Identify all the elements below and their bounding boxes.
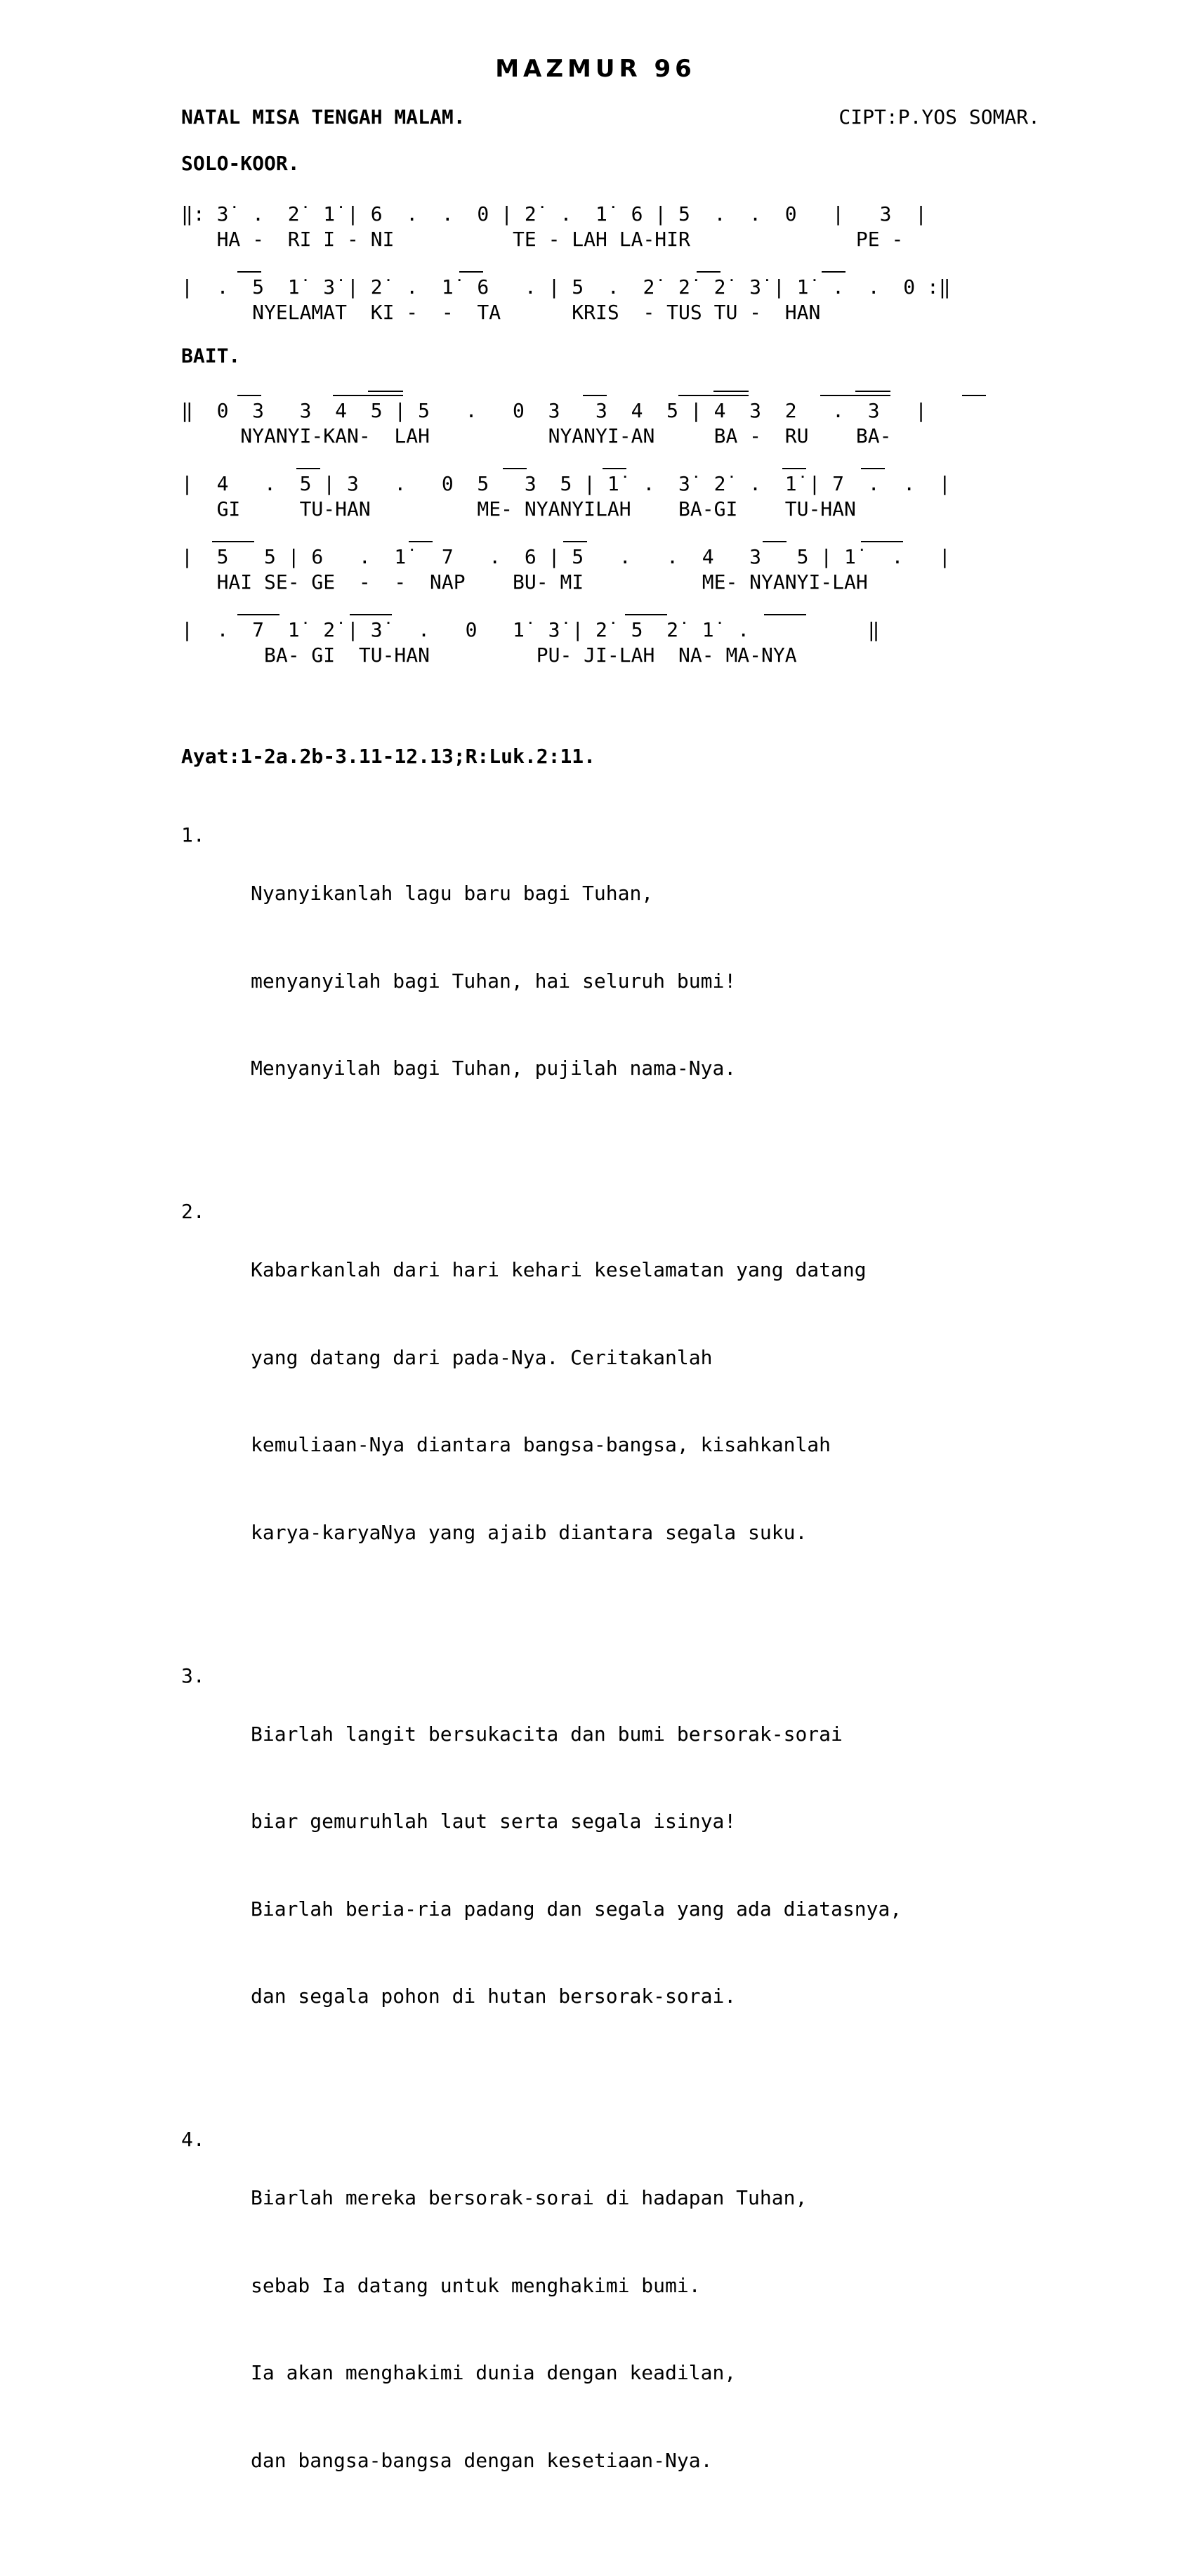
- beam: [764, 614, 806, 615]
- verse-line: Nyanyikanlah lagu baru bagi Tuhan,: [251, 882, 654, 905]
- notation: | 5 5 | 6 . 1̇ 7 . 6 | 5 . . 4 3 5 | 1̇ . |: [181, 545, 951, 568]
- beam: [625, 614, 667, 615]
- notation: ‖ 0 3 3 4 5 | 5 . 0 3 3 4 5 | 4 3 2 . 3 |: [181, 399, 928, 422]
- verse-line: dan segala pohon di hutan bersorak-sorai.: [251, 1985, 737, 2008]
- verse-number: 2.: [181, 1200, 205, 1223]
- verse-line: biar gemuruhlah laut serta segala isinya!: [251, 1810, 737, 1833]
- verse-line: sebab Ia datang untuk menghakimi bumi.: [251, 2273, 701, 2297]
- lyrics: BA- GI TU-HAN PU- JI-LAH NA- MA-NYA: [181, 643, 797, 667]
- beam: [212, 541, 254, 542]
- beam: [820, 395, 890, 396]
- beam: [713, 391, 749, 392]
- notation: | . 7 1̇ 2̇ | 3̇ . 0 1̇ 3̇ | 2̇ 5 2̇ 1̇ . ‖: [181, 618, 880, 641]
- subtitle: NATAL MISA TENGAH MALAM.: [181, 105, 466, 129]
- verse-line: Menyanyilah bagi Tuhan, pujilah nama-Nya.: [251, 1057, 737, 1080]
- lyrics: NYANYI-KAN- LAH NYANYI-AN BA - RU BA-: [181, 424, 892, 447]
- beam: [333, 395, 403, 396]
- score-line: [181, 472, 1066, 521]
- verse-line: karya-karyaNya yang ajaib diantara segala suku.: [251, 1520, 808, 1544]
- beam: [237, 614, 279, 615]
- beam: [368, 391, 403, 392]
- beam: [409, 541, 433, 542]
- beam: [237, 395, 261, 396]
- page-title: MAZMUR 96: [495, 55, 696, 83]
- beam: [861, 541, 903, 542]
- verse-line: Biarlah langit bersukacita dan bumi bersorak-sorai: [251, 1722, 843, 1746]
- beam: [763, 541, 787, 542]
- beam: [962, 395, 986, 396]
- notation: ‖: 3̇ . 2̇ 1̇ | 6 . . 0 | 2̇ . 1̇ 6 | 5 . . 0 | 3 |: [181, 202, 928, 225]
- verse-line: Ia akan menghakimi dunia dengan keadilan,: [251, 2361, 737, 2384]
- verse-number: 1.: [181, 823, 205, 846]
- beam: [855, 391, 890, 392]
- composer-credit: CIPT:P.YOS SOMAR.: [838, 105, 1040, 129]
- score-line: [181, 275, 1066, 325]
- verse-item: [181, 2125, 1059, 2533]
- verse-line: kemuliaan-Nya diantara bangsa-bangsa, kisahkanlah: [251, 1433, 831, 1456]
- verse-item: [181, 820, 1059, 1142]
- lyrics: NYELAMAT KI - - TA KRIS - TUS TU - HAN: [181, 301, 821, 324]
- beam: [459, 271, 483, 273]
- verse-item: [181, 1197, 1059, 1605]
- verse-line: menyanyilah bagi Tuhan, hai seluruh bumi!: [251, 969, 737, 993]
- score-line: [181, 202, 1066, 251]
- lyrics: GI TU-HAN ME- NYANYILAH BA-GI TU-HAN: [181, 497, 856, 521]
- beam: [822, 271, 845, 273]
- beam: [782, 468, 806, 469]
- section-verse-heading: BAIT.: [181, 344, 241, 367]
- notation: | 4 . 5 | 3 . 0 5 3 5 | 1̇ . 3̇ 2̇ . 1̇ | 7 . . |: [181, 472, 951, 495]
- beam: [697, 271, 720, 273]
- notation: | . 5 1̇ 3̇ | 2̇ . 1̇ 6 . | 5 . 2̇ 2̇ 2̇ 3̇ | 1̇ . . 0 :‖: [181, 275, 951, 299]
- beam: [861, 468, 885, 469]
- beam: [503, 468, 527, 469]
- beam: [603, 468, 626, 469]
- verse-line: Kabarkanlah dari hari kehari keselamatan yang datang: [251, 1258, 867, 1281]
- scripture-reference: Ayat:1-2a.2b-3.11-12.13;R:Luk.2:11.: [181, 745, 596, 768]
- verse-line: dan bangsa-bangsa dengan kesetiaan-Nya.: [251, 2448, 713, 2472]
- beam: [350, 614, 392, 615]
- beam: [296, 468, 320, 469]
- verse-line: yang datang dari pada-Nya. Ceritakanlah: [251, 1345, 713, 1369]
- section-refrain-heading: SOLO-KOOR.: [181, 152, 300, 175]
- verse-item: [181, 1661, 1059, 2070]
- score-line: [181, 618, 1066, 667]
- verse-line: Biarlah mereka bersorak-sorai di hadapan Tuhan,: [251, 2186, 808, 2209]
- lyrics: HAI SE- GE - - NAP BU- MI ME- NYANYI-LAH: [181, 570, 868, 594]
- verse-number: 4.: [181, 2128, 205, 2151]
- lyrics: HA - RI I - NI TE - LAH LA-HIR PE -: [181, 228, 904, 251]
- verse-line: Biarlah beria-ria padang dan segala yang ada diatasnya,: [251, 1897, 902, 1921]
- beam: [563, 541, 587, 542]
- verse-number: 3.: [181, 1663, 205, 1687]
- beam: [583, 395, 607, 396]
- verses-list: [181, 794, 1059, 2576]
- beam: [237, 271, 261, 273]
- score-line: [181, 545, 1066, 594]
- beam: [678, 395, 749, 396]
- score-line: [181, 399, 1066, 448]
